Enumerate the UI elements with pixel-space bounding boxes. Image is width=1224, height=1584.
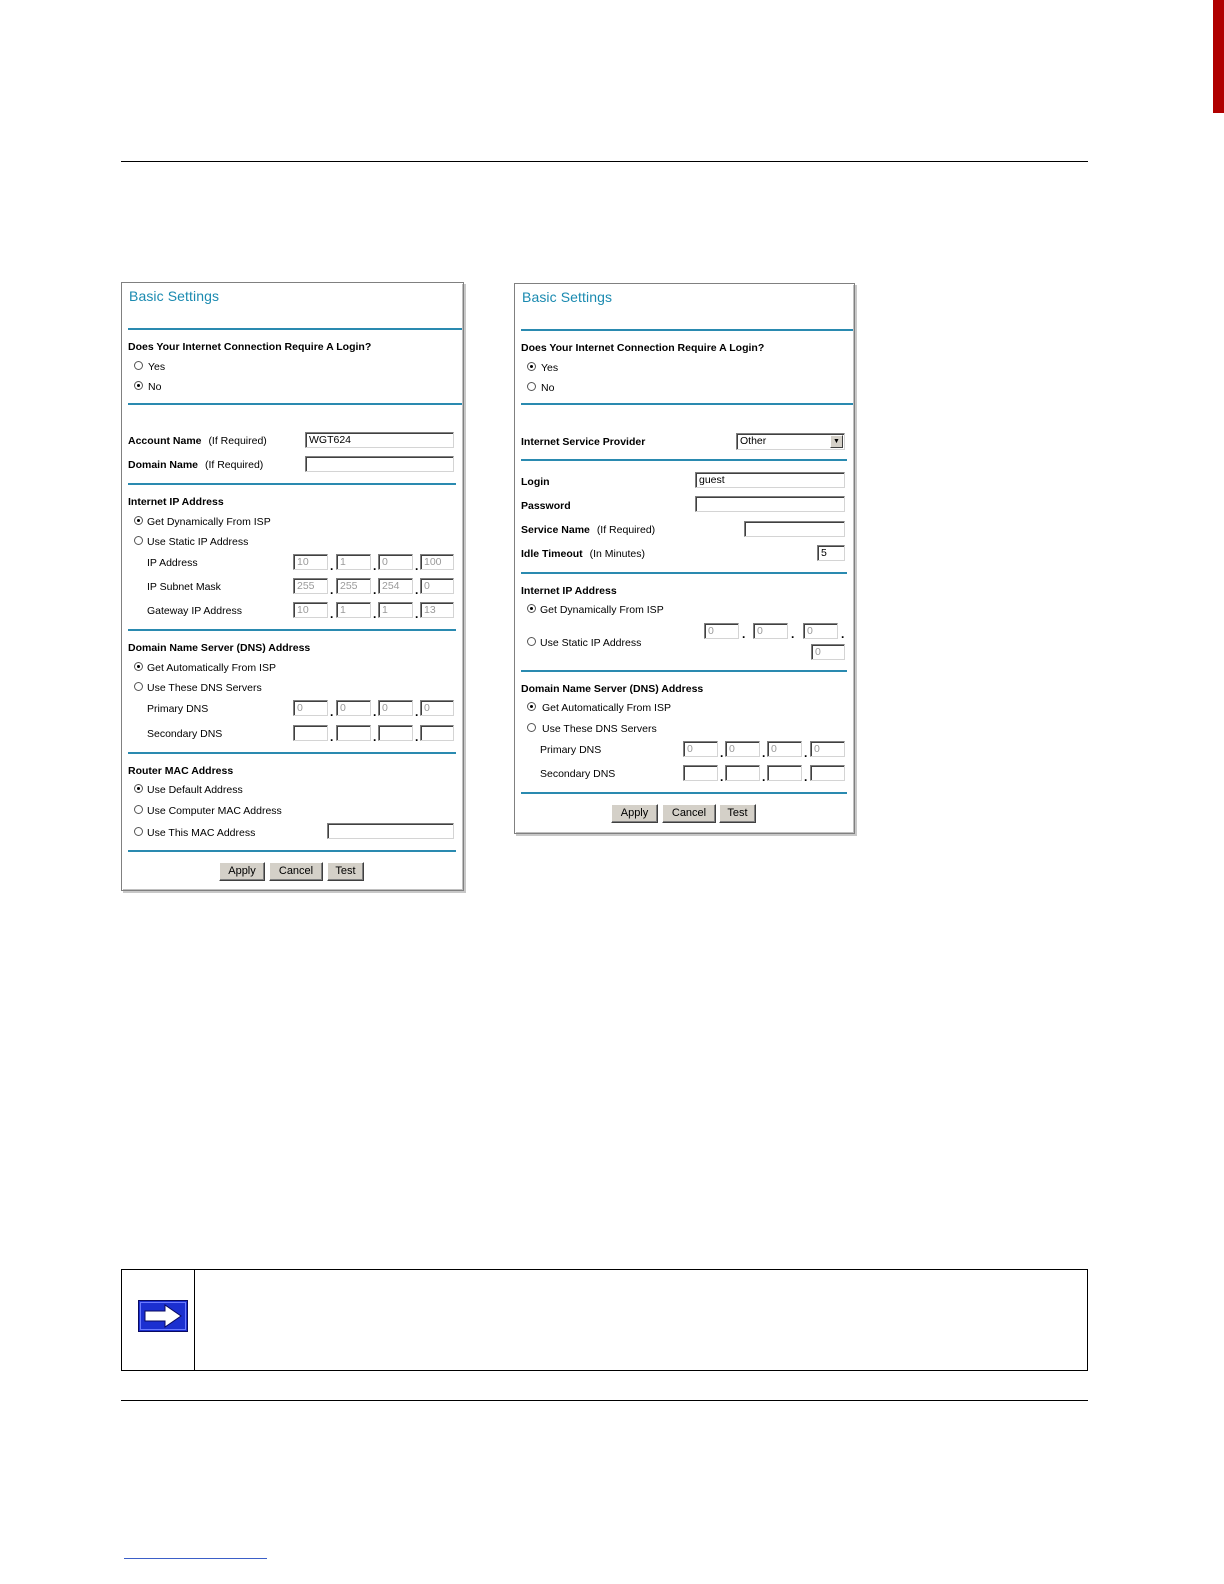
- internet-ip-heading: Internet IP Address: [521, 585, 617, 597]
- gateway-octet-3[interactable]: 1: [378, 602, 413, 618]
- static-ip-octet-4[interactable]: 0: [811, 644, 845, 660]
- apply-button[interactable]: Apply: [219, 862, 265, 881]
- dns-heading: Domain Name Server (DNS) Address: [521, 683, 704, 695]
- subnet-label: IP Subnet Mask: [147, 581, 221, 593]
- header-rule: [121, 161, 1088, 162]
- gateway-label: Gateway IP Address: [147, 605, 242, 617]
- secondary-dns-label: Secondary DNS: [147, 728, 223, 740]
- login-input[interactable]: guest: [695, 472, 845, 488]
- subnet-octet-4[interactable]: 0: [420, 578, 454, 594]
- panel-title: Basic Settings: [129, 288, 220, 304]
- primary-dns-octet-3[interactable]: 0: [767, 741, 802, 757]
- secondary-dns-octet-2[interactable]: [336, 725, 371, 741]
- primary-dns-octet-1[interactable]: 0: [683, 741, 718, 757]
- mac-this-label: Use This MAC Address: [147, 827, 256, 839]
- login-yes-radio[interactable]: [134, 361, 143, 370]
- login-no-radio[interactable]: [527, 382, 536, 391]
- isp-select[interactable]: [736, 433, 845, 450]
- primary-dns-octet-4[interactable]: 0: [420, 700, 454, 716]
- octet-separator: .: [841, 627, 845, 641]
- basic-settings-panel-login: [514, 283, 855, 834]
- idle-timeout-input[interactable]: 5: [817, 545, 845, 561]
- ip-static-radio[interactable]: [527, 637, 536, 646]
- octet-separator: .: [720, 770, 724, 784]
- footer-link-underline: [124, 1558, 267, 1559]
- mac-address-input[interactable]: [327, 823, 454, 839]
- octet-separator: .: [762, 746, 766, 760]
- octet-separator: .: [373, 583, 377, 597]
- secondary-dns-octet-4[interactable]: [810, 765, 845, 781]
- octet-separator: .: [330, 705, 334, 719]
- divider: [128, 629, 456, 631]
- idle-timeout-hint: (In Minutes): [589, 548, 646, 560]
- account-name-label: [128, 435, 267, 447]
- primary-dns-octet-4[interactable]: 0: [810, 741, 845, 757]
- octet-separator: .: [720, 746, 724, 760]
- primary-dns-octet-2[interactable]: 0: [725, 741, 760, 757]
- service-name-hint: (If Required): [596, 524, 656, 536]
- dns-auto-radio[interactable]: [134, 662, 143, 671]
- mac-default-label: Use Default Address: [147, 784, 243, 796]
- divider: [521, 572, 847, 574]
- primary-dns-octet-2[interactable]: 0: [336, 700, 371, 716]
- subnet-octet-2[interactable]: 255: [336, 578, 371, 594]
- static-ip-octet-1[interactable]: 0: [704, 623, 739, 639]
- divider: [128, 850, 456, 852]
- primary-dns-octet-3[interactable]: 0: [378, 700, 413, 716]
- secondary-dns-octet-3[interactable]: [767, 765, 802, 781]
- ip-octet-1[interactable]: 10: [293, 554, 328, 570]
- octet-separator: .: [742, 627, 746, 641]
- login-yes-radio[interactable]: [527, 362, 536, 371]
- primary-dns-label: Primary DNS: [540, 744, 602, 756]
- octet-separator: .: [415, 705, 419, 719]
- test-button[interactable]: Test: [327, 862, 364, 881]
- secondary-dns-octet-1[interactable]: [293, 725, 328, 741]
- domain-name-label: [128, 459, 263, 471]
- octet-separator: .: [804, 770, 808, 784]
- octet-separator: .: [330, 607, 334, 621]
- subnet-octet-3[interactable]: 254: [378, 578, 413, 594]
- octet-separator: .: [330, 583, 334, 597]
- octet-separator: .: [791, 627, 795, 641]
- octet-separator: .: [373, 730, 377, 744]
- mac-default-radio[interactable]: [134, 784, 143, 793]
- divider: [128, 483, 456, 485]
- octet-separator: .: [373, 607, 377, 621]
- account-name-input[interactable]: WGT624: [305, 432, 454, 448]
- chevron-down-icon[interactable]: ▼: [830, 435, 843, 448]
- octet-separator: .: [804, 746, 808, 760]
- dns-heading: Domain Name Server (DNS) Address: [128, 642, 311, 654]
- gateway-octet-2[interactable]: 1: [336, 602, 371, 618]
- subnet-octet-1[interactable]: 255: [293, 578, 328, 594]
- panel-title: Basic Settings: [522, 289, 613, 305]
- isp-select-value: Other: [740, 435, 767, 447]
- account-name-hint: (If Required): [208, 435, 267, 447]
- footer-rule: [121, 1400, 1088, 1401]
- ip-dynamic-radio[interactable]: [527, 604, 536, 613]
- login-yes-label: Yes: [148, 361, 166, 373]
- cancel-button[interactable]: Cancel: [269, 862, 323, 881]
- login-no-label: No: [148, 381, 162, 393]
- login-yes-label: Yes: [541, 362, 559, 374]
- octet-separator: .: [373, 705, 377, 719]
- primary-dns-octet-1[interactable]: 0: [293, 700, 328, 716]
- login-no-radio[interactable]: [134, 381, 143, 390]
- ip-dynamic-radio[interactable]: [134, 516, 143, 525]
- secondary-dns-octet-1[interactable]: [683, 765, 718, 781]
- login-question: Does Your Internet Connection Require A Login?: [128, 341, 372, 353]
- octet-separator: .: [762, 770, 766, 784]
- secondary-dns-label: Secondary DNS: [540, 768, 616, 780]
- basic-settings-panel-no-login: [121, 282, 464, 891]
- service-name-input[interactable]: [744, 521, 845, 537]
- octet-separator: .: [330, 730, 334, 744]
- divider: [521, 670, 847, 672]
- idle-timeout-text: Idle Timeout: [521, 548, 583, 560]
- domain-name-input[interactable]: [305, 456, 454, 472]
- divider: [128, 328, 462, 330]
- login-label: Login: [521, 476, 550, 488]
- account-name-text: Account Name: [128, 435, 202, 447]
- octet-separator: .: [330, 559, 334, 573]
- divider: [521, 329, 853, 331]
- octet-separator: .: [415, 559, 419, 573]
- octet-separator: .: [415, 730, 419, 744]
- ip-static-label: Use Static IP Address: [540, 637, 642, 649]
- note-divider: [194, 1270, 195, 1370]
- octet-separator: .: [415, 583, 419, 597]
- gateway-octet-4[interactable]: 13: [420, 602, 454, 618]
- divider: [521, 792, 847, 794]
- secondary-dns-octet-4[interactable]: [420, 725, 454, 741]
- gateway-octet-1[interactable]: 10: [293, 602, 328, 618]
- service-name-text: Service Name: [521, 524, 590, 536]
- dns-auto-radio[interactable]: [527, 702, 536, 711]
- right-arrow-icon: [138, 1300, 188, 1332]
- domain-name-text: Domain Name: [128, 459, 199, 471]
- divider: [521, 403, 853, 405]
- dns-these-label: Use These DNS Servers: [542, 723, 657, 735]
- ip-octet-2[interactable]: 1: [336, 554, 371, 570]
- secondary-dns-octet-3[interactable]: [378, 725, 413, 741]
- dns-these-label: Use These DNS Servers: [147, 682, 262, 694]
- divider: [521, 459, 847, 461]
- dns-auto-label: Get Automatically From ISP: [147, 662, 276, 674]
- ip-static-label: Use Static IP Address: [147, 536, 249, 548]
- ip-octet-4[interactable]: 100: [420, 554, 454, 570]
- divider: [128, 403, 462, 405]
- octet-separator: .: [415, 607, 419, 621]
- secondary-dns-octet-2[interactable]: [725, 765, 760, 781]
- service-name-label: [521, 524, 655, 536]
- apply-button[interactable]: Apply: [611, 804, 658, 823]
- mac-computer-label: Use Computer MAC Address: [147, 805, 282, 817]
- mac-computer-radio[interactable]: [134, 805, 143, 814]
- idle-timeout-label: [521, 548, 645, 560]
- page-edge-marker: [1213, 0, 1224, 113]
- mac-heading: Router MAC Address: [128, 765, 234, 777]
- internet-ip-heading: Internet IP Address: [128, 496, 224, 508]
- static-ip-octet-2[interactable]: 0: [753, 623, 788, 639]
- isp-label: Internet Service Provider: [521, 436, 646, 448]
- octet-separator: .: [373, 559, 377, 573]
- domain-name-hint: (If Required): [204, 459, 264, 471]
- divider: [128, 752, 456, 754]
- ip-octet-3[interactable]: 0: [378, 554, 413, 570]
- dns-auto-label: Get Automatically From ISP: [542, 702, 671, 714]
- static-ip-octet-3[interactable]: 0: [803, 623, 838, 639]
- test-button[interactable]: Test: [719, 804, 756, 823]
- password-label: Password: [521, 500, 571, 512]
- dns-these-radio[interactable]: [527, 723, 536, 732]
- login-no-label: No: [541, 382, 555, 394]
- ip-address-label: IP Address: [147, 557, 198, 569]
- ip-static-radio[interactable]: [134, 536, 143, 545]
- ip-dynamic-label: Get Dynamically From ISP: [540, 604, 664, 616]
- note-box: [121, 1269, 1088, 1371]
- login-question: Does Your Internet Connection Require A Login?: [521, 342, 765, 354]
- password-input[interactable]: [695, 496, 845, 512]
- ip-dynamic-label: Get Dynamically From ISP: [147, 516, 271, 528]
- mac-this-radio[interactable]: [134, 827, 143, 836]
- cancel-button[interactable]: Cancel: [662, 804, 716, 823]
- dns-these-radio[interactable]: [134, 682, 143, 691]
- primary-dns-label: Primary DNS: [147, 703, 209, 715]
